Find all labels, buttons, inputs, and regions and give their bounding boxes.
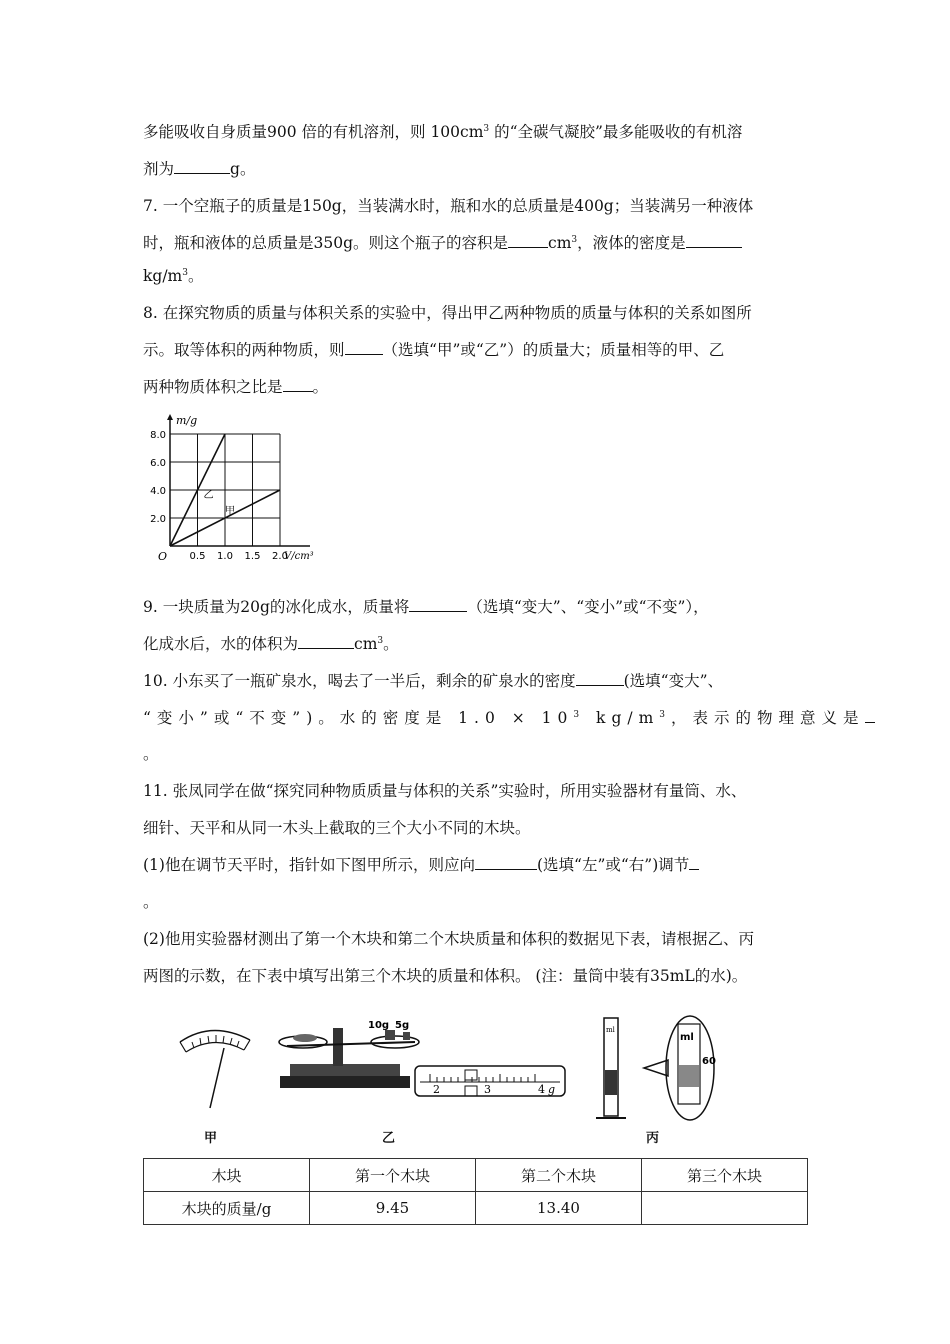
ruler-unit: g xyxy=(548,1083,556,1096)
y-axis-label: m/g xyxy=(176,414,198,427)
q11-part1: (1)他在调节天平时，指针如下图甲所示，则应向 (选填“左”或“右”)调节 xyxy=(143,855,699,875)
table-header-cell: 木块 xyxy=(144,1159,310,1192)
figure-label-yi: 乙 xyxy=(382,1131,396,1146)
answer-blank[interactable] xyxy=(283,377,313,392)
x-tick-label: 1.0 xyxy=(217,551,233,562)
weight-label-5g: 5g xyxy=(395,1020,410,1031)
q10-line2: “变小”或“不变”)。水的密度是 $1.0 \times 10^3$ $kg/m^3$，表示的物理意义是 xyxy=(143,708,875,728)
answer-blank[interactable] xyxy=(686,233,742,248)
answer-blank[interactable] xyxy=(174,159,230,174)
q6-line1: 多能吸收自身质量900 倍的有机溶剂，则 $100cm^3$ 的“全碳气凝胶”最多能吸收的有机溶 xyxy=(143,123,743,141)
series-label: 乙 xyxy=(203,490,214,501)
weight-label-10g: 10g xyxy=(368,1020,390,1031)
q9-line1: 9. 一块质量为20g的冰化成水，质量将 （选填“变大”、“变小”或“不变”）， xyxy=(143,598,709,616)
x-tick-label: 0.5 xyxy=(189,551,206,562)
series-label: 甲 xyxy=(225,506,235,517)
answer-blank[interactable] xyxy=(475,855,537,870)
mass-volume-chart xyxy=(140,408,350,568)
figure-label-jia: 甲 xyxy=(204,1131,218,1146)
q11-line1: 11. 张凤同学在做“探究同种物质质量与体积的关系”实验时，所用实验器材有量筒、水、 xyxy=(143,782,747,800)
table-cell-answer[interactable] xyxy=(642,1192,808,1225)
table-cell: 9.45 xyxy=(310,1192,476,1225)
answer-blank[interactable] xyxy=(345,340,383,355)
table-header-row xyxy=(144,1159,808,1192)
q10-line1: 10. 小东买了一瓶矿泉水，喝去了一半后，剩余的矿泉水的密度 (选填“变大”、 xyxy=(143,672,723,690)
q9-line2: 化成水后，水的体积为 $cm^3$。 xyxy=(143,635,399,653)
origin-label: O xyxy=(158,550,168,563)
table-header-cell: 第二个木块 xyxy=(476,1159,642,1192)
q11-part2-line1: (2)他用实验器材测出了第一个木块和第二个木块质量和体积的数据见下表，请根据乙、丙 xyxy=(143,930,754,948)
q11-line2: 细针、天平和从同一木头上截取的三个大小不同的木块。 xyxy=(143,819,531,837)
q8-line2: 示。取等体积的两种物质，则 （选填“甲”或“乙”）的质量大；质量相等的甲、乙 xyxy=(143,341,725,359)
y-tick-label: 4.0 xyxy=(150,486,166,497)
ruler-tick-4: 4 xyxy=(538,1083,545,1096)
table-cell: 木块的质量/g xyxy=(144,1192,310,1225)
q11-part2-line2: 两图的示数，在下表中填写出第三个木块的质量和体积。 (注：量筒中装有35mL的水)。 xyxy=(143,967,748,985)
q8-line3: 两种物质体积之比是 。 xyxy=(143,378,329,396)
y-tick-label: 2.0 xyxy=(150,514,166,525)
x-axis-label: V/cm³ xyxy=(284,551,314,562)
y-tick-label: 8.0 xyxy=(150,430,166,441)
q11-part1-end: 。 xyxy=(143,893,159,911)
balance-figure xyxy=(265,1012,585,1112)
cylinder-unit-small: ml xyxy=(606,1026,615,1034)
x-tick-label: 2.0 xyxy=(272,551,288,562)
table-row xyxy=(144,1192,808,1225)
cylinder-value-label: 60 xyxy=(702,1056,716,1067)
q8-line1: 8. 在探究物质的质量与体积关系的实验中，得出甲乙两种物质的质量与体积的关系如图所 xyxy=(143,304,752,322)
answer-blank[interactable] xyxy=(576,671,624,686)
y-tick-label: 6.0 xyxy=(150,458,166,469)
answer-blank[interactable] xyxy=(689,855,699,870)
ruler-tick-2: 2 xyxy=(433,1083,440,1096)
y-axis-arrow xyxy=(167,414,173,420)
figure-label-bing: 丙 xyxy=(646,1131,660,1146)
pointer-dial-figure xyxy=(172,1018,262,1118)
answer-blank[interactable] xyxy=(508,233,548,248)
wood-block-table xyxy=(143,1158,808,1225)
q7-line1: 7. 一个空瓶子的质量是150g，当装满水时，瓶和水的总质量是400g；当装满另一种液体 xyxy=(143,197,754,215)
table-header-cell: 第三个木块 xyxy=(642,1159,808,1192)
q7-line2: 时，瓶和液体的总质量是350g。则这个瓶子的容积是 $cm^3$，液体的密度是 xyxy=(143,233,742,253)
answer-blank[interactable] xyxy=(865,708,875,723)
x-tick-label: 1.5 xyxy=(244,551,261,562)
q6-line2: 剂为 g。 xyxy=(143,160,256,178)
q7-line3: $kg/m^3$。 xyxy=(143,267,204,285)
answer-blank[interactable] xyxy=(409,597,467,612)
ruler-tick-3: 3 xyxy=(484,1083,491,1096)
answer-blank[interactable] xyxy=(298,634,354,649)
table-header-cell: 第一个木块 xyxy=(310,1159,476,1192)
graduated-cylinder-figure xyxy=(592,1010,722,1125)
q10-line3: 。 xyxy=(143,745,159,763)
table-cell: 13.40 xyxy=(476,1192,642,1225)
cylinder-unit-label: ml xyxy=(680,1032,694,1043)
